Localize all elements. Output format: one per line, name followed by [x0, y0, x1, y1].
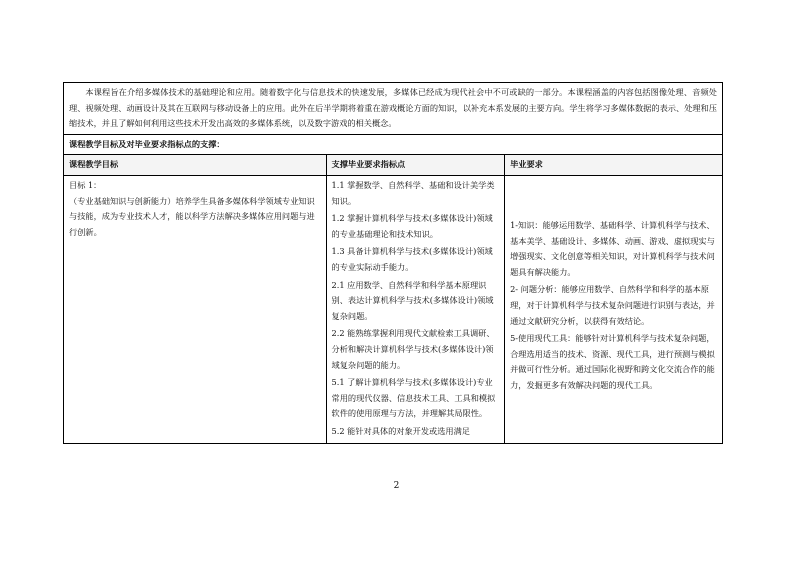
indicator-item: 2.1 应用数学、自然科学和科学基本原理识别、表达计算机科学与技术(多媒体设计)领域复杂问题。 [331, 279, 494, 321]
objective-text: （专业基础知识与创新能力）培养学生具备多媒体科学领域专业知识与技能，成为专业技术人才，能以科学方法解决多媒体应用问题与进行创新。 [69, 195, 315, 237]
section-heading-row [64, 134, 723, 155]
page-number: 2 [393, 481, 400, 491]
indicator-item: 5.1 了解计算机科学与技术(多媒体设计)专业常用的现代仪器、信息技术工具、工具和模拟软件的使用原理与方法，并理解其局限性。 [331, 377, 496, 419]
objective-cell [64, 175, 327, 444]
intro-paragraph: 本课程旨在介绍多媒体技术的基础理论和应用。随着数字化与信息技术的快速发展，多媒体已经成为现代社会中不可或缺的一部分。本课程涵盖的内容包括图像处理、音频处理、视频处理、动画设计及其在互联网与移动设备上的应用。此外在后半学期将着重在游戏概论方面的知识，以补充本系发展的主要方向。学生将学习多媒体数据的表示、处理和压缩技术，并且了解如何利用这些技术开发出高效的多媒体系统，以及数字游戏的相关概念。 [64, 83, 723, 135]
column-header-objective: 课程教学目标 [64, 155, 327, 176]
syllabus-table [63, 82, 723, 444]
column-header-row [64, 155, 723, 176]
indicator-item: 1.2 掌握计算机科学与技术(多媒体设计)领域的专业基础理论和技术知识。 [331, 213, 493, 239]
indicator-item: 2.2 能熟练掌握利用现代文献检索工具调研、分析和解决计算机科学与技术(多媒体设计)领域复杂问题的能力。 [331, 328, 495, 370]
requirement-item: 2- 问题分析：能够应用数学、自然科学和科学的基本原理，对于计算机科学与技术复杂问题进行识别与表达，并通过文献研究分析，以获得有效结论。 [510, 284, 715, 326]
objective-title: 目标 1： [69, 179, 102, 190]
requirement-item: 1-知识：能够运用数学、基础科学、计算机科学与技术、基本美学、基础设计、多媒体、动画、游戏、虚拟现实与增强现实、文化创意等相关知识，对计算机科学与技术问题具有解决能力。 [510, 219, 715, 277]
requirements-cell [505, 175, 723, 444]
column-header-indicators: 支撑毕业要求指标点 [326, 155, 505, 176]
column-header-requirements: 毕业要求 [505, 155, 723, 176]
intro-row [64, 83, 723, 135]
requirement-item: 5-使用现代工具：能够针对计算机科学与技术复杂问题，合理选用适当的技术、资源、现代工具，进行预测与模拟并做可行性分析。通过国际化视野和跨文化交流合作的能力，发掘更多有效解决问题的现代工具。 [510, 333, 715, 390]
objective-row [64, 175, 723, 444]
indicator-item: 1.1 掌握数学、自然科学、基础和设计美学类知识。 [331, 179, 495, 206]
section-heading: 课程教学目标及对毕业要求指标点的支撑： [64, 134, 723, 155]
indicator-item: 1.3 具备计算机科学与技术(多媒体设计)领域的专业实际动手能力。 [331, 246, 493, 272]
indicators-cell [326, 175, 505, 444]
indicator-item: 5.2 能针对具体的对象开发或选用满足 [331, 425, 470, 436]
